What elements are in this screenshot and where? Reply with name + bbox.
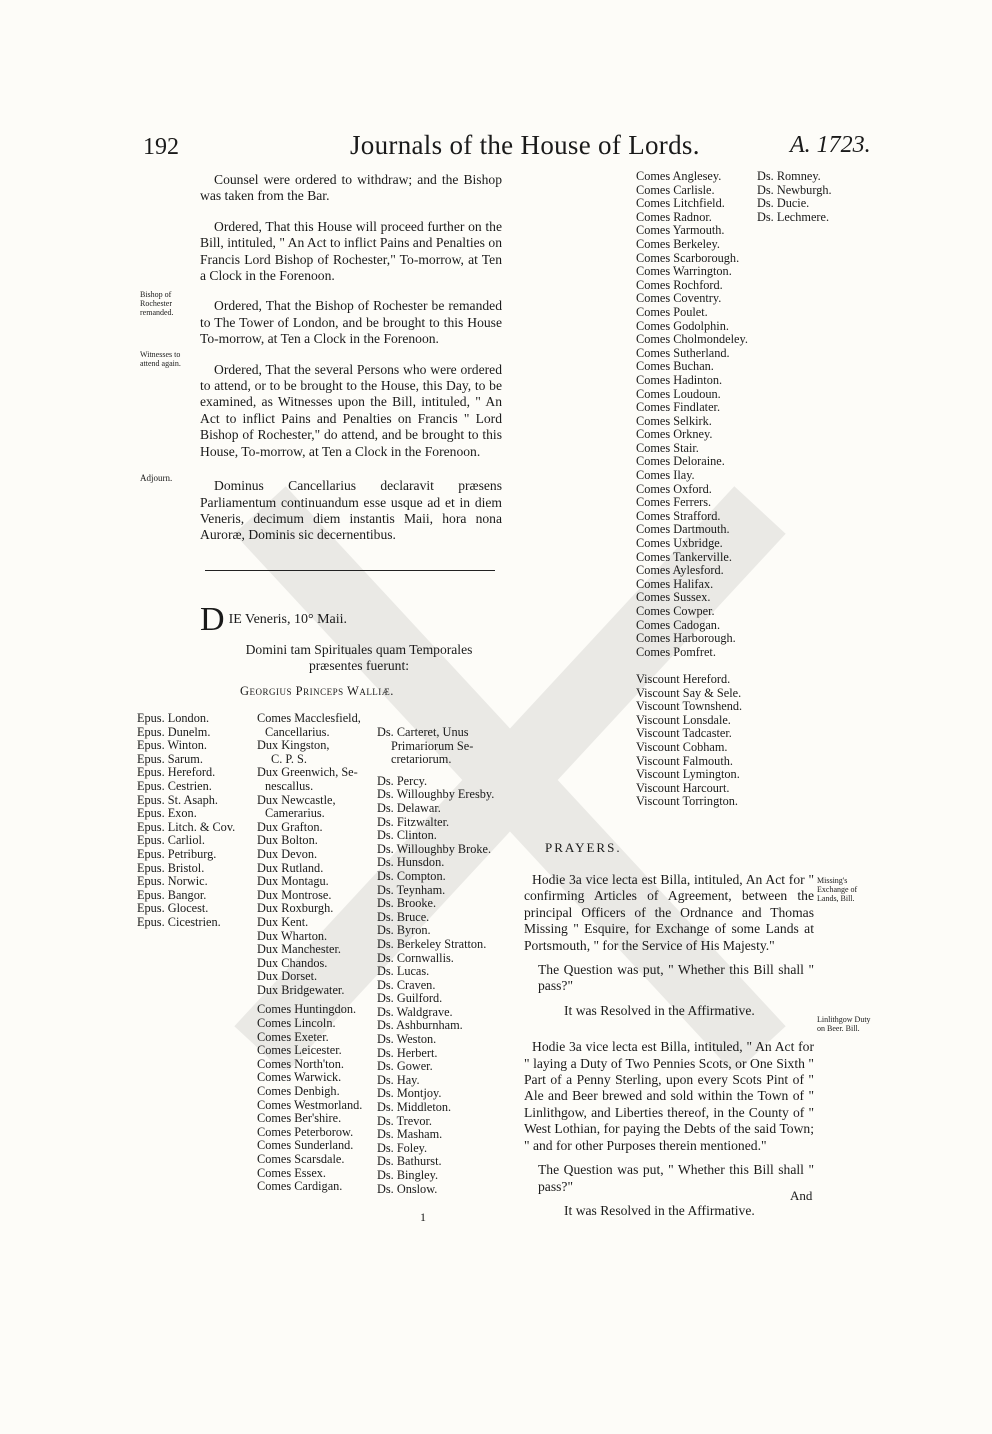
list-item: Ds. Compton.: [377, 868, 446, 883]
list-item: Viscount Cobham.: [636, 739, 728, 754]
margin-note-linlithgow: Linlithgow Duty on Beer. Bill.: [817, 1015, 871, 1033]
list-item: Ds. Byron.: [377, 923, 431, 938]
list-item: Comes Harborough.: [636, 631, 736, 646]
list-item: Comes Westmorland.: [257, 1097, 363, 1112]
list-item: Dux Rutland.: [257, 860, 324, 875]
year: A. 1723.: [790, 132, 871, 158]
list-item: Ds. Masham.: [377, 1127, 443, 1142]
list-item: Viscount Harcourt.: [636, 780, 730, 795]
list-item: Comes Strafford.: [636, 508, 721, 523]
list-item: Comes Scarborough.: [636, 250, 740, 265]
list-item: Comes Warwick.: [257, 1070, 342, 1085]
bill-linlithgow: Hodie 3a vice lecta est Billa, intituled, " An Act for " laying a Duty of Two Pennies Scots, or One Sixth " Part of a Penny Sterling, upon every Scots Pint of " Ale and Beer brewed and sold within the Town of " Linlithgow, and Liberties thereof, in the County of " West Lothian, for paying the Debts of the said Town; " and for other Purposes therein mentioned.": [524, 1039, 814, 1153]
list-item: Comes Warrington.: [636, 264, 732, 279]
list-item: Comes Loudoun.: [636, 386, 721, 401]
list-item: Ds. Hay.: [377, 1072, 420, 1087]
day-heading: [200, 601, 500, 638]
list-item: Ds. Hunsdon.: [377, 855, 445, 870]
list-item: nescallus.: [265, 778, 314, 793]
list-item: Ds. Carteret, Unus: [377, 725, 469, 739]
list-item: Ds. Waldgrave.: [377, 1004, 453, 1019]
list-item: Ds. Montjoy.: [377, 1086, 442, 1101]
list-item: Comes Oxford.: [636, 481, 712, 496]
list-item: Epus. Sarum.: [137, 751, 203, 766]
present-line: Domini tam Spirituales quam Temporales præsentes fuerunt:: [245, 642, 473, 674]
journal-title: Journals of the House of Lords.: [350, 130, 700, 160]
margin-note-remanded: Bishop of Rochester remanded.: [140, 290, 174, 317]
list-item: Dux Montagu.: [257, 874, 329, 889]
list-item: Comes Anglesey.: [636, 169, 722, 183]
list-item: Epus. Dunelm.: [137, 724, 211, 739]
list-item: Ds. Bingley.: [377, 1168, 439, 1182]
list-item: Dux Newcastle,: [257, 792, 336, 807]
list-item: Ds. Ducie.: [757, 196, 810, 211]
list-item: Ds. Lucas.: [377, 964, 430, 979]
list-item: Ds. Ashburnham.: [377, 1018, 463, 1033]
list-item: Comes Scarsdale.: [257, 1152, 345, 1166]
list-item: Comes Litchfield.: [636, 196, 725, 211]
list-item: Comes Ilay.: [636, 468, 695, 483]
list-item: Camerarius.: [265, 806, 325, 821]
list-item: Dux Manchester.: [257, 942, 342, 957]
list-item: Ds. Fitzwalter.: [377, 814, 450, 829]
list-item: Epus. Carliol.: [137, 833, 205, 848]
list-item: Dux Bridgewater.: [257, 982, 345, 997]
list-item: Comes Yarmouth.: [636, 223, 725, 238]
list-item: Comes Selkirk.: [636, 413, 712, 428]
right-ds-list: [757, 170, 832, 224]
list-item: Epus. Bangor.: [137, 887, 207, 902]
list-item: Epus. Norwic.: [137, 874, 208, 889]
list-item: Comes Cowper.: [636, 604, 715, 618]
list-item: Epus. Cicestrien.: [137, 914, 221, 929]
list-item: Epus. St. Asaph.: [137, 792, 218, 807]
list-item: Ds. Gower.: [377, 1059, 433, 1074]
viscounts-list: [636, 673, 742, 809]
barons-list: [377, 726, 494, 1196]
list-item: Comes Dartmouth.: [636, 522, 730, 537]
list-item: Viscount Falmouth.: [636, 753, 733, 768]
list-item: Dux Kent.: [257, 914, 309, 929]
dukes-comes-list: [257, 712, 362, 1194]
list-item: Dux Greenwich, Se-: [257, 765, 358, 780]
list-item: Comes Sussex.: [636, 590, 711, 605]
list-item: Comes Stair.: [636, 440, 699, 455]
list-item: Comes Cardigan.: [257, 1179, 343, 1194]
signature-mark: 1: [420, 1210, 426, 1224]
list-item: Comes Orkney.: [636, 427, 713, 442]
list-item: Ds. Middleton.: [377, 1100, 452, 1115]
list-item: Viscount Lonsdale.: [636, 712, 731, 727]
list-item: Dux Roxburgh.: [257, 901, 334, 916]
list-item: Comes Cadogan.: [636, 617, 721, 632]
list-item: Comes Macclesfield,: [257, 711, 361, 725]
list-item: Comes Pomfret.: [636, 644, 716, 659]
list-item: Comes Godolphin.: [636, 318, 729, 333]
list-item: Dux Wharton.: [257, 928, 328, 943]
list-item: Ds. Berkeley Stratton.: [377, 936, 487, 951]
list-item: Comes Sutherland.: [636, 345, 730, 360]
list-item: Ds. Weston.: [377, 1032, 437, 1047]
prince-line: Georgius Princeps Walliæ.: [240, 684, 394, 698]
list-item: Primariorum Se-: [391, 738, 474, 753]
list-item: Comes Buchan.: [636, 359, 714, 374]
list-item: Ds. Foley.: [377, 1140, 428, 1155]
list-item: Epus. Bristol.: [137, 860, 205, 875]
list-item: Comes Cholmondeley.: [636, 332, 748, 347]
margin-note-adjourn: Adjourn.: [140, 473, 173, 483]
list-item: Comes Poulet.: [636, 304, 708, 319]
resolved-2: It was Resolved in the Affirmative.: [564, 1202, 755, 1218]
list-item: Ds. Cornwallis.: [377, 950, 454, 965]
running-header: [0, 128, 992, 168]
list-item: Ds. Guilford.: [377, 991, 443, 1006]
paragraph-adjourn: Dominus Cancellarius declaravit præsens Parliamentum continuandum esse usque ad et in diem Veneris, decimum diem instantis Maii, hora nona Auroræ, Dominis sic decernentibus.: [200, 478, 502, 543]
list-item: Viscount Say & Sele.: [636, 685, 742, 700]
list-item: Epus. London.: [137, 711, 210, 725]
list-item: Ds. Delawar.: [377, 800, 441, 815]
list-item: Comes Sunderland.: [257, 1138, 354, 1153]
list-item: Epus. Hereford.: [137, 765, 216, 780]
margin-note-missing: Missing's Exchange of Lands, Bill.: [817, 876, 858, 903]
bill-missing: Hodie 3a vice lecta est Billa, intituled, An Act for " confirming Articles of Agreement, between the principal Officers of the Ordnance and Thomas Missing " Esquire, for Exchange of some Lands at Portsmouth, " for the Service of His Majesty.": [524, 872, 814, 953]
list-item: Ds. Newburgh.: [757, 182, 832, 197]
list-item: Epus. Petriburg.: [137, 846, 217, 861]
list-item: Comes Coventry.: [636, 291, 722, 306]
list-item: Ds. Romney.: [757, 169, 821, 183]
list-item: Epus. Winton.: [137, 738, 207, 753]
list-item: Comes Rochford.: [636, 277, 723, 292]
list-item: Ds. Craven.: [377, 977, 436, 992]
list-item: Comes Lincoln.: [257, 1016, 336, 1031]
list-item: Comes Findlater.: [636, 400, 721, 415]
list-item: Ds. Clinton.: [377, 828, 437, 843]
prayers-heading: PRAYERS.: [545, 840, 622, 855]
question-2: The Question was put, " Whether this Bill shall " pass?": [538, 1162, 814, 1194]
list-item: Comes Ferrers.: [636, 495, 712, 510]
paragraph-ordered-witnesses: Ordered, That the several Persons who were ordered to attend, or to be brought to the House, this Day, to be examined, as Witnesses upon the Bill, intituled, " An Act to inflict Pains and Penalties on Francis " Lord Bishop of Rochester," do attend, and be brought to this House, To-morrow, at Ten a Clock in the Forenoon.: [200, 361, 502, 459]
right-column: [524, 872, 814, 1219]
list-item: Viscount Torrington.: [636, 794, 739, 809]
list-item: Epus. Cestrien.: [137, 778, 212, 793]
list-item: Comes Peterborow.: [257, 1124, 354, 1139]
list-item: Ds. Herbert.: [377, 1045, 438, 1060]
left-column: [200, 172, 502, 544]
list-item: Comes North'ton.: [257, 1056, 344, 1071]
list-item: Epus. Exon.: [137, 806, 197, 821]
list-item: Comes Hadinton.: [636, 372, 723, 387]
list-item: Comes Carlisle.: [636, 182, 715, 197]
list-item: Ds. Lechmere.: [757, 209, 830, 224]
list-item: Comes Tankerville.: [636, 549, 732, 564]
list-item: Comes Leicester.: [257, 1043, 342, 1058]
list-item: Epus. Litch. & Cov.: [137, 819, 236, 834]
paragraph-counsel: Counsel were ordered to withdraw; and the Bishop was taken from the Bar.: [200, 172, 502, 204]
drop-cap: D: [200, 601, 225, 638]
list-item: Ds. Teynham.: [377, 882, 446, 897]
list-item: Comes Radnor.: [636, 209, 712, 224]
list-item: C. P. S.: [271, 751, 307, 766]
list-item: Dux Bolton.: [257, 833, 318, 848]
list-item: Dux Grafton.: [257, 819, 323, 834]
list-item: Ds. Brooke.: [377, 896, 437, 911]
list-item: Comes Denbigh.: [257, 1084, 340, 1099]
list-item: Comes Exeter.: [257, 1029, 329, 1044]
list-item: Comes Halifax.: [636, 576, 714, 591]
list-item: Cancellarius.: [265, 724, 330, 739]
list-item: Viscount Lymington.: [636, 767, 740, 782]
resolved-1: It was Resolved in the Affirmative.: [564, 1002, 755, 1018]
list-item: Ds. Bathurst.: [377, 1154, 442, 1169]
margin-note-witnesses: Witnesses to attend again.: [140, 350, 181, 368]
list-item: Viscount Tadcaster.: [636, 726, 732, 741]
list-item: Epus. Glocest.: [137, 901, 209, 916]
page-number: 192: [143, 134, 179, 160]
list-item: Comes Uxbridge.: [636, 536, 723, 551]
list-item: Ds. Percy.: [377, 773, 428, 788]
list-item: Viscount Hereford.: [636, 672, 731, 686]
day-heading-text: IE Veneris, 10° Maii.: [228, 612, 348, 627]
list-item: Ds. Bruce.: [377, 909, 430, 924]
list-item: Comes Huntingdon.: [257, 1002, 357, 1017]
list-item: Ds. Willoughby Broke.: [377, 841, 492, 856]
list-item: Comes Aylesford.: [636, 563, 724, 578]
list-item: Dux Chandos.: [257, 955, 328, 970]
paragraph-ordered-proceed: Ordered, That this House will proceed further on the Bill, intituled, " An Act to inflict Pains and Penalties on Francis Lord Bishop of Rochester," To-morrow, at Ten a Clock in the Forenoon.: [200, 218, 502, 284]
list-item: Comes Berkeley.: [636, 236, 720, 251]
bishops-list: [137, 712, 235, 930]
right-comes-list: [636, 170, 748, 659]
paragraph-ordered-remand: Ordered, That the Bishop of Rochester be remanded to The Tower of London, and be brought to this House To-morrow, at Ten a Clock in the Forenoon.: [200, 298, 502, 347]
list-item: Viscount Townshend.: [636, 699, 743, 714]
list-item: Dux Kingston,: [257, 738, 330, 753]
list-item: Dux Dorset.: [257, 969, 318, 984]
list-item: Ds. Trevor.: [377, 1113, 433, 1128]
list-item: Comes Deloraine.: [636, 454, 725, 469]
list-item: Comes Ber'shire.: [257, 1111, 342, 1126]
list-item: Comes Essex.: [257, 1165, 326, 1180]
list-item: Dux Devon.: [257, 846, 318, 861]
list-item: Ds. Willoughby Eresby.: [377, 787, 495, 802]
list-item: cretariorum.: [391, 752, 452, 767]
list-item: Ds. Onslow.: [377, 1181, 438, 1196]
section-rule: [205, 570, 495, 571]
catchword: And: [790, 1188, 813, 1203]
list-item: Dux Montrose.: [257, 887, 332, 902]
question-1: The Question was put, " Whether this Bill shall " pass?": [538, 962, 814, 994]
